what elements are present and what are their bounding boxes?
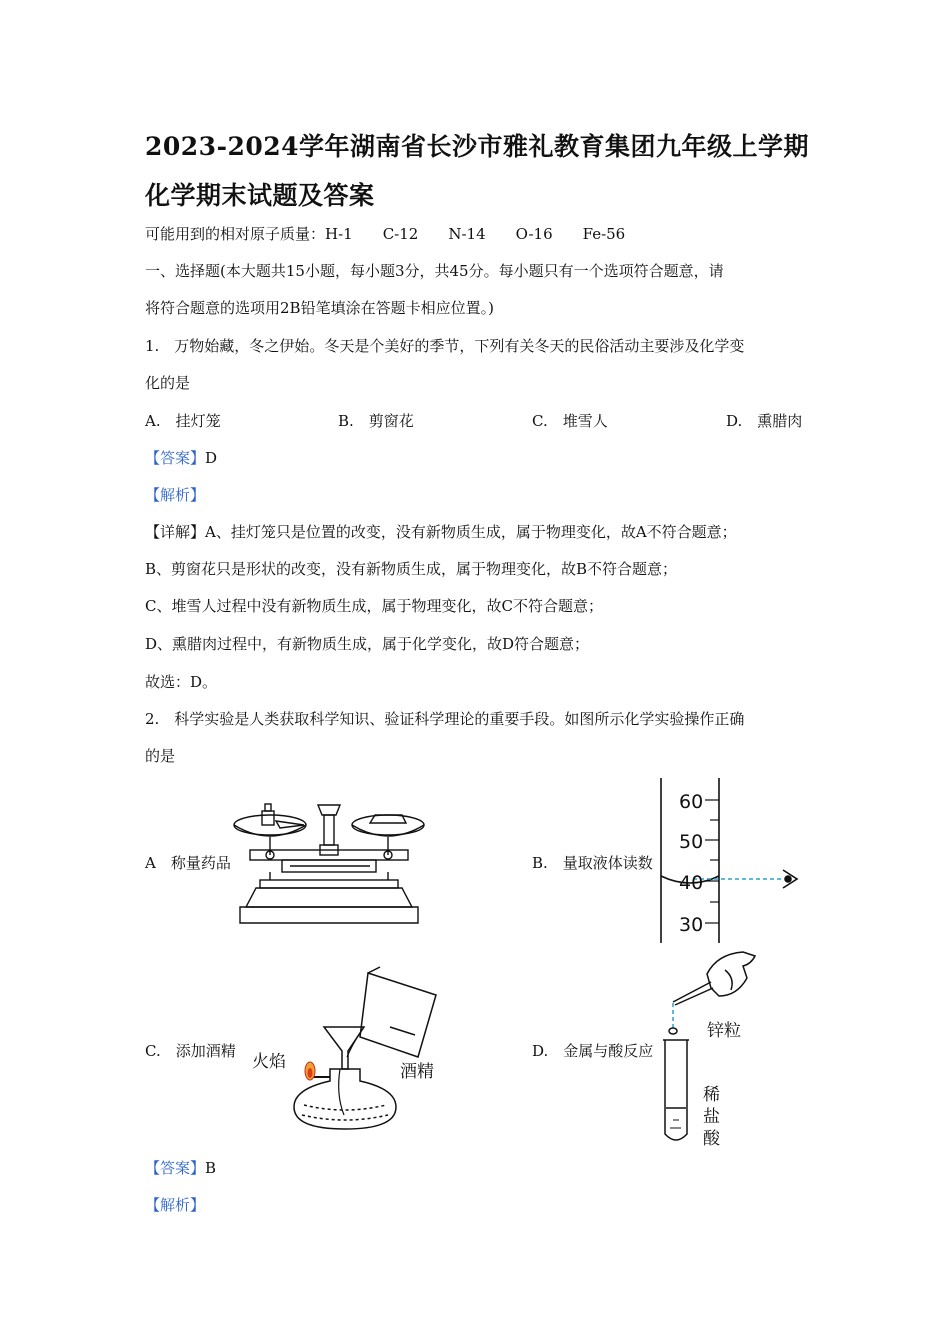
cylinder-diagram xyxy=(655,778,805,946)
q2-option-b: B. 量取液体读数 xyxy=(532,854,653,872)
label-alcohol: 酒精 xyxy=(400,1062,434,1082)
q1-detail-line1 xyxy=(145,521,737,543)
label-acid-2: 盐 xyxy=(703,1107,720,1127)
q1-detail-line4: D、熏腊肉过程中，有新物质生成，属于化学变化，故D符合题意； xyxy=(145,635,590,653)
label-zinc: 锌粒 xyxy=(707,1021,741,1041)
label-acid-3: 酸 xyxy=(703,1129,720,1148)
q1-option-a: A. 挂灯笼 xyxy=(145,412,221,430)
q1-analysis-tag: 【解析】 xyxy=(145,486,206,504)
cyl-tick-30: 30 xyxy=(679,914,704,936)
detail-tag: 【详解】 xyxy=(145,523,206,541)
q2-stem-line2: 的是 xyxy=(145,747,176,765)
q2-stem-line1: 2. 科学实验是人类获取科学知识、验证科学理论的重要手段。如图所示化学实验操作正确 xyxy=(145,710,745,728)
q1-stem-line1: 1. 万物始藏，冬之伊始。冬天是个美好的季节，下列有关冬天的民俗活动主要涉及化学变 xyxy=(145,337,745,355)
atomic-mass-line: 可能用到的相对原子质量：H-1 C-12 N-14 O-16 Fe-56 xyxy=(145,225,626,243)
q1-stem-line2: 化的是 xyxy=(145,374,191,392)
q2-answer-line xyxy=(145,1157,216,1179)
alcohol-lamp-diagram xyxy=(250,965,450,1135)
answer-tag: 【答案】 xyxy=(145,449,206,467)
q1-detail-line3: C、堆雪人过程中没有新物质生成，属于物理变化，故C不符合题意； xyxy=(145,597,603,615)
cyl-tick-50: 50 xyxy=(679,831,704,853)
q1-detail-line2: B、剪窗花只是形状的改变，没有新物质生成，属于物理变化，故B不符合题意； xyxy=(145,560,678,578)
q2-option-a: A 称量药品 xyxy=(145,854,231,872)
q1-option-c: C. 堆雪人 xyxy=(532,412,608,430)
q2-analysis-tag: 【解析】 xyxy=(145,1196,206,1214)
cyl-tick-60: 60 xyxy=(679,791,704,813)
q2-option-d: D. 金属与酸反应 xyxy=(532,1042,654,1060)
document-title: 2023-2024学年湖南省长沙市雅礼教育集团九年级上学期化学期末试题及答案 xyxy=(145,132,810,210)
answer-tag: 【答案】 xyxy=(145,1159,206,1177)
q1-answer-line xyxy=(145,447,217,469)
label-flame: 火焰 xyxy=(252,1052,286,1072)
q2-option-c: C. 添加酒精 xyxy=(145,1042,236,1060)
label-acid-1: 稀 xyxy=(703,1085,720,1105)
section-header-line2: 将符合题意的选项用2B铅笔填涂在答题卡相应位置。) xyxy=(145,299,494,317)
q1-detail-text1: A、挂灯笼只是位置的改变，没有新物质生成，属于物理变化，故A不符合题意； xyxy=(205,523,737,541)
balance-diagram xyxy=(230,795,430,930)
q1-option-b: B. 剪窗花 xyxy=(338,412,414,430)
q1-option-d: D. 熏腊肉 xyxy=(726,412,803,430)
q2-answer: B xyxy=(205,1159,217,1177)
q1-choice: 故选：D。 xyxy=(145,673,218,691)
q1-answer: D xyxy=(205,449,218,467)
test-tube-diagram xyxy=(655,948,795,1148)
cyl-tick-40: 40 xyxy=(679,872,704,894)
section-header-line1: 一、选择题(本大题共15小题，每小题3分，共45分。每小题只有一个选项符合题意，请 xyxy=(145,262,724,280)
